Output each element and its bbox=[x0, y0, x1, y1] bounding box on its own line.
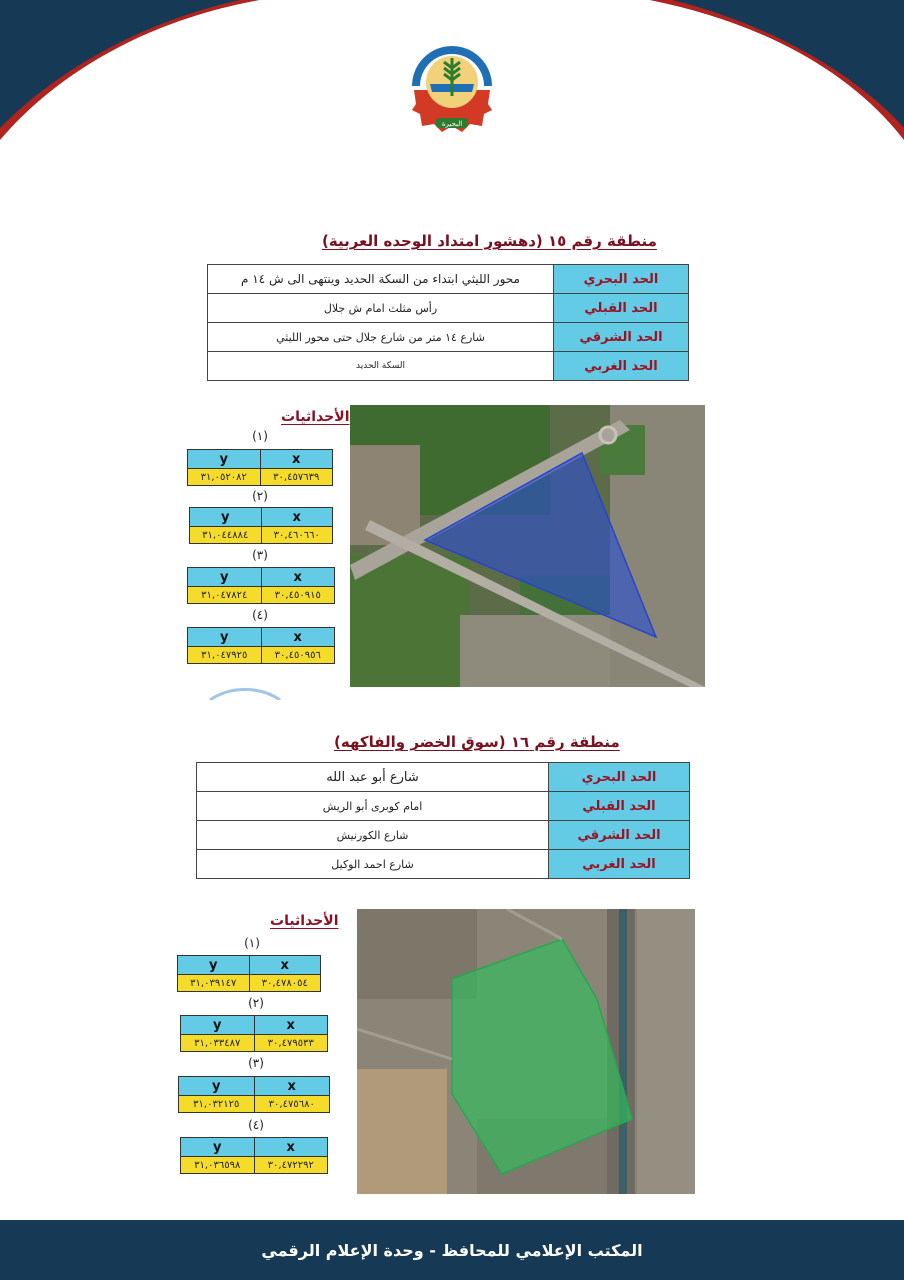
zone-16-satellite-map bbox=[357, 909, 695, 1194]
x-value: ٣٠,٤٧٥٦٨٠ bbox=[254, 1096, 330, 1113]
y-header: y bbox=[181, 1016, 255, 1035]
x-header: x bbox=[249, 956, 321, 975]
y-header: y bbox=[188, 628, 262, 647]
y-header: y bbox=[179, 1077, 255, 1096]
boundary-label: الحد القبلي bbox=[549, 792, 690, 821]
zone-15-satellite-map bbox=[350, 405, 705, 687]
boundary-north-row bbox=[197, 763, 690, 792]
x-value: ٣٠,٤٧٨٠٥٤ bbox=[249, 975, 321, 992]
boundary-east-row bbox=[197, 821, 690, 850]
coord-table bbox=[189, 507, 333, 544]
coord-table bbox=[187, 627, 335, 664]
y-value: ٣١,٠٤٧٨٢٤ bbox=[188, 587, 262, 604]
y-value: ٣١,٠٤٤٨٨٤ bbox=[190, 527, 262, 544]
boundary-label: الحد البحري bbox=[554, 265, 689, 294]
x-header: x bbox=[261, 568, 335, 587]
coord-number: (٣) bbox=[248, 1056, 264, 1070]
zone-15-title: منطقة رقم ١٥ (دهشور امتداد الوحده العربية) bbox=[322, 232, 657, 250]
x-value: ٣٠,٤٥٧٦٣٩ bbox=[260, 469, 333, 486]
coord-table bbox=[187, 449, 333, 486]
y-value: ٣١,٠٣٢١٢٥ bbox=[179, 1096, 255, 1113]
coord-table bbox=[177, 955, 321, 992]
boundary-label: الحد الشرقي bbox=[554, 323, 689, 352]
x-header: x bbox=[254, 1138, 328, 1157]
x-header: x bbox=[254, 1077, 330, 1096]
coord-number: (١) bbox=[252, 429, 268, 443]
coord-number: (٤) bbox=[248, 1118, 264, 1132]
footer-text: المكتب الإعلامي للمحافظ - وحدة الإعلام الرقمي bbox=[261, 1240, 643, 1260]
watermark-arc bbox=[200, 686, 290, 700]
boundary-south-row bbox=[208, 294, 689, 323]
boundary-label: الحد الغربي bbox=[554, 352, 689, 381]
boundary-value: شارع احمد الوكيل bbox=[197, 850, 549, 879]
x-value: ٣٠,٤٦٠٦٦٠ bbox=[261, 527, 333, 544]
coord-table bbox=[180, 1137, 328, 1174]
y-value: ٣١,٠٣٩١٤٧ bbox=[178, 975, 250, 992]
zone-15-boundaries-table bbox=[207, 264, 689, 381]
coord-number: (٤) bbox=[252, 608, 268, 622]
y-value: ٣١,٠٣٣٤٨٧ bbox=[181, 1035, 255, 1052]
x-value: ٣٠,٤٥٠٩١٥ bbox=[261, 587, 335, 604]
x-value: ٣٠,٤٧٩٥٣٣ bbox=[254, 1035, 328, 1052]
boundary-west-row bbox=[197, 850, 690, 879]
boundary-south-row bbox=[197, 792, 690, 821]
boundary-value: امام كوبرى أبو الريش bbox=[197, 792, 549, 821]
coord-table bbox=[187, 567, 335, 604]
zone-16-coords-title: الأحداثيات bbox=[270, 913, 339, 929]
y-header: y bbox=[190, 508, 262, 527]
boundary-value: شارع ١٤ متر من شارع جلال حتى محور الليثي bbox=[208, 323, 554, 352]
x-header: x bbox=[261, 628, 335, 647]
y-header: y bbox=[188, 450, 261, 469]
coord-number: (٢) bbox=[248, 996, 264, 1010]
x-value: ٣٠,٤٧٢٢٩٢ bbox=[254, 1157, 328, 1174]
zone-16-boundaries-table bbox=[196, 762, 690, 879]
zone-15-coords-title: الأحداثيات bbox=[281, 409, 350, 425]
coord-number: (٣) bbox=[252, 548, 268, 562]
y-header: y bbox=[188, 568, 262, 587]
coord-number: (٢) bbox=[252, 489, 268, 503]
boundary-value: السكة الحديد bbox=[208, 352, 554, 381]
logo-text: البحيرة bbox=[441, 120, 463, 128]
y-value: ٣١,٠٣٦٥٩٨ bbox=[181, 1157, 255, 1174]
y-value: ٣١,٠٥٢٠٨٢ bbox=[188, 469, 261, 486]
boundary-label: الحد الشرقي bbox=[549, 821, 690, 850]
boundary-value: شارع الكورنيش bbox=[197, 821, 549, 850]
coord-table bbox=[180, 1015, 328, 1052]
x-header: x bbox=[261, 508, 333, 527]
boundary-label: الحد القبلي bbox=[554, 294, 689, 323]
x-value: ٣٠,٤٥٠٩٥٦ bbox=[261, 647, 335, 664]
x-header: x bbox=[254, 1016, 328, 1035]
boundary-value: شارع أبو عبد الله bbox=[197, 763, 549, 792]
footer-bar bbox=[0, 1220, 904, 1280]
boundary-label: الحد البحري bbox=[549, 763, 690, 792]
x-header: x bbox=[260, 450, 333, 469]
boundary-east-row bbox=[208, 323, 689, 352]
y-header: y bbox=[181, 1138, 255, 1157]
coord-table bbox=[178, 1076, 330, 1113]
coord-number: (١) bbox=[244, 936, 260, 950]
boundary-north-row bbox=[208, 265, 689, 294]
y-value: ٣١,٠٤٧٩٢٥ bbox=[188, 647, 262, 664]
boundary-label: الحد الغربي bbox=[549, 850, 690, 879]
y-header: y bbox=[178, 956, 250, 975]
boundary-west-row bbox=[208, 352, 689, 381]
boundary-value: محور الليثي ابتداء من السكة الحديد وينتهى الى ش ١٤ م bbox=[208, 265, 554, 294]
boundary-value: رأس مثلث امام ش جلال bbox=[208, 294, 554, 323]
governorate-logo bbox=[400, 34, 504, 138]
zone-16-title: منطقة رقم ١٦ (سوق الخضر والفاكهه) bbox=[334, 733, 620, 751]
